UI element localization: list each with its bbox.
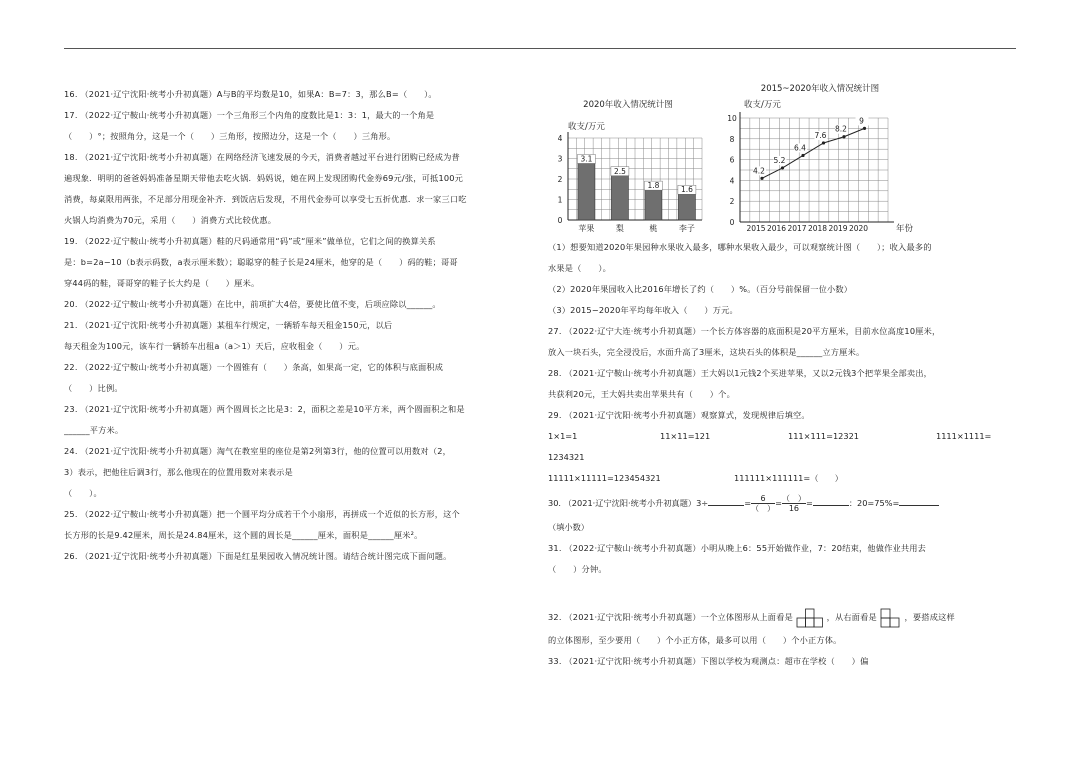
q28-line2: 共获利20元，王大妈共卖出苹果共有（ ）个。	[548, 389, 735, 399]
bar-y-tick: 1	[557, 195, 563, 205]
bar-value-label: 1.6	[680, 185, 693, 195]
line-x-tick: 2017	[787, 224, 807, 233]
line-y-tick: 2	[729, 197, 735, 207]
line-value-label: 8.2	[835, 124, 847, 134]
left-question-line: 22. （2022·辽宁鞍山·统考小升初真题）一个圆锥有（ ）条高，如果高一定，它的体积与底面积成	[64, 362, 444, 372]
line-value-label: 6.4	[794, 143, 806, 153]
line-value-label: 9	[859, 116, 864, 126]
q29-eq3: 111×111=12321	[788, 431, 860, 441]
q31-line1: 31. （2022·辽宁鞍山·统考小升初真题）小明从晚上6：55开始做作业，7：20结束，他做作业共用去	[548, 543, 927, 553]
left-question-line: ______平方米。	[64, 425, 124, 435]
bar-category-label: 桃	[649, 224, 658, 233]
q29-eq5: 11111×11111=123454321	[548, 473, 661, 483]
right-view-shape-icon	[880, 607, 902, 629]
line-data-point	[842, 135, 845, 138]
line-x-tick: 2016	[766, 224, 787, 233]
line-y-tick: 8	[729, 134, 735, 144]
q27-line1: 27. （2022·辽宁大连·统考小升初真题）一个长方体容器的底面积是20平方厘米，目前水位高度10厘米，	[548, 326, 941, 336]
line-data-point	[863, 127, 866, 130]
bar-chart-ylabel: 收支/万元	[568, 122, 605, 132]
bar-chart-svg	[548, 96, 708, 238]
line-chart	[722, 80, 918, 242]
q30-num1: 6	[760, 494, 766, 503]
q30-frac2	[782, 494, 806, 513]
q29-eq4: 1111×1111=	[936, 431, 992, 441]
bar-chart-title: 2020年收入情况统计图	[583, 100, 673, 110]
left-question-line: 26. （2021·辽宁沈阳·统考小升初真题）下面是红星果园收入情况统计图。请结合统计图完成下面问题。	[64, 551, 452, 561]
q26-part1-line1: （1）想要知道2020年果园种水果收入最多，哪种水果收入最少，可以观察统计图（ ）；收入最多的	[548, 242, 932, 252]
left-question-line: 17. （2022·辽宁鞍山·统考小升初真题）一个三角形三个内角的度数比是1：3：1，最大的一个角是	[64, 110, 435, 120]
bar-y-tick: 4	[557, 134, 563, 143]
q30-blank3[interactable]	[899, 505, 939, 506]
q31-line2: （ ）分钟。	[548, 564, 607, 574]
q33-line: 33. （2021·辽宁沈阳·统考小升初真题）下图以学校为观测点：超市在学校（ ）偏	[548, 656, 869, 666]
line-y-tick: 4	[729, 176, 735, 186]
q26-part1-line2: 水果是（ ）。	[548, 263, 612, 273]
left-question-line: （ ）比例。	[64, 383, 123, 393]
line-data-point	[781, 166, 784, 169]
bar-y-tick: 0	[557, 216, 563, 225]
q29-row1	[548, 426, 1018, 447]
bar	[611, 166, 628, 220]
line-x-tick: 2020	[848, 224, 869, 233]
right-column	[548, 237, 1018, 672]
q29-row2: 1234321	[548, 452, 585, 462]
left-question-line: 3）表示，把他往后调3行，那么他现在的位置用数对来表示是	[64, 467, 293, 477]
q30-blank2[interactable]	[813, 505, 849, 506]
q27-line2: 放入一块石头，完全浸没后，水面升高了3厘米，这块石头的体积是______立方厘米。	[548, 347, 865, 357]
left-question-line: 16. （2021·辽宁沈阳·统考小升初真题）A与B的平均数是10，如果A：B=7：3，那么B=（ ）。	[64, 89, 437, 99]
q29-row3	[548, 468, 1018, 489]
line-data-point	[760, 177, 763, 180]
q30-eq1: =	[744, 498, 752, 508]
left-question-line: 19. （2022·辽宁鞍山·统考小升初真题）鞋的尺码通常用“码”或“厘米”做单位，它们之间的换算关系	[64, 236, 436, 246]
left-question-line: 穿44码的鞋，哥哥穿的鞋子长大约是（ ）厘米。	[64, 278, 260, 288]
q26-part3: （3）2015−2020年平均每年收入（ ）万元。	[548, 305, 738, 315]
left-question-line: 是：b=2a−10（b表示码数，a表示厘米数）；聪聪穿的鞋子长是24厘米，他穿的是（ ）码的鞋；哥哥	[64, 257, 458, 267]
left-question-line: 消费，每桌限用两张，不足部分用现金补齐．到饭店后发现，不用代金券可以享受七五折优惠．求一家三口吃	[64, 194, 467, 204]
left-question-line: （ ）。	[64, 488, 102, 498]
bar-y-tick: 3	[557, 154, 563, 164]
q32-post: ，要搭成这样	[904, 612, 955, 622]
q30-den2: 16	[782, 503, 806, 513]
q32-mid: ，从右面看是	[826, 612, 877, 622]
q29-line: 29. （2021·辽宁沈阳·统考小升初真题）观察算式，发现规律后填空。	[548, 410, 810, 420]
line-y-tick: 10	[727, 114, 737, 123]
line-value-label: 7.6	[814, 130, 827, 140]
line-chart-xlabel: 年份	[896, 224, 914, 234]
bar-category-label: 梨	[615, 224, 624, 233]
left-question-line: 25. （2022·辽宁鞍山·统考小升初真题）把一个圆平均分成若干个小扇形，再拼成一个近似的长方形，这个	[64, 509, 460, 519]
left-question-line: 火锅人均消费为70元，采用（ ）消费方式比较优惠。	[64, 215, 277, 225]
left-question-line: 遍现象．明明的爸爸妈妈准备星期天带他去吃火锅．妈妈说，她在网上发现团购代金券69元/张，可抵100元	[64, 173, 464, 183]
line-value-label: 4.2	[753, 166, 765, 176]
header-rule	[64, 48, 1016, 49]
bar-chart	[548, 96, 708, 242]
spacer	[548, 580, 1018, 604]
line-data-point	[801, 154, 804, 157]
bar-y-tick: 2	[557, 175, 563, 184]
bar-value-label: 3.1	[580, 154, 593, 164]
line-x-tick: 2019	[828, 224, 848, 233]
q30-tail: ：20=75%=	[848, 498, 900, 508]
q30-blank1[interactable]	[708, 505, 744, 506]
q30-note: （填小数）	[548, 522, 589, 532]
income-series-line	[762, 128, 865, 178]
left-question-line: 21. （2021·辽宁沈阳·统考小升初真题）某租车行规定，一辆轿车每天租金150元，以后	[64, 320, 393, 330]
line-chart-svg	[722, 80, 918, 238]
q29-eq6: 111111×111111=（ ）	[734, 473, 843, 483]
q29-eq1: 1×1=1	[548, 431, 578, 441]
line-value-label: 5.2	[773, 155, 786, 165]
q30-den1: （ ）	[751, 504, 776, 513]
bar-value-label: 2.5	[613, 166, 626, 176]
line-chart-title: 2015~2020年收入情况统计图	[760, 84, 880, 94]
left-question-line: 24. （2021·辽宁沈阳·统考小升初真题）淘气在教室里的座位是第2列第3行，他的位置可以用数对（2，	[64, 446, 452, 456]
q30-frac1	[751, 494, 775, 513]
left-question-line: 18. （2021·辽宁沈阳·统考小升初真题）在网络经济飞速发展的今天，消费者越过平台进行团购已经成为普	[64, 152, 460, 162]
line-y-tick: 6	[729, 155, 735, 165]
line-x-tick: 2015	[746, 224, 766, 233]
q26-part2: （2）2020年果园收入比2016年增长了约（ ）%。（百分号前保留一位小数）	[548, 284, 853, 294]
q30-prefix: 30. （2021·辽宁沈阳·统考小升初真题）3÷	[548, 498, 709, 508]
bar	[578, 156, 595, 220]
bar-category-label: 李子	[678, 224, 695, 233]
q29-eq2: 11×11=121	[660, 431, 711, 441]
q30-line	[548, 489, 1018, 517]
q30-eq3: =	[805, 498, 813, 508]
line-x-tick: 2018	[807, 224, 828, 233]
left-question-line: 20. （2022·辽宁鞍山·统考小升初真题）在比中，前项扩大4倍，要使比值不变，后项应除以______。	[64, 299, 441, 309]
bar-value-label: 1.8	[647, 181, 660, 191]
line-data-point	[822, 141, 825, 144]
left-question-line: 长方形的长是9.42厘米，周长是24.84厘米，这个圆的周长是______厘米，面积是______厘米²。	[64, 530, 423, 540]
q30-num2: （ ）	[781, 494, 806, 503]
left-column	[64, 84, 534, 567]
q30-eq2: =	[775, 498, 782, 508]
line-chart-ylabel: 收支/万元	[744, 100, 781, 110]
q28-line1: 28. （2021·辽宁鞍山·统考小升初真题）王大妈以1元钱2个买进苹果，又以2元钱3个把苹果全部卖出，	[548, 368, 933, 378]
bar-category-label: 苹果	[578, 224, 595, 233]
left-question-line: 23. （2021·辽宁沈阳·统考小升初真题）两个圆周长之比是3：2，面积之差是10平方米，两个圆面积之和是	[64, 404, 465, 414]
left-question-line: 每天租金为100元，该车行一辆轿车出租a（a＞1）天后，应收租金（ ）元。	[64, 341, 365, 351]
q32-pre: 32. （2021·辽宁沈阳·统考小升初真题）一个立体图形从上面看是	[548, 612, 793, 622]
top-view-shape-icon	[796, 607, 824, 629]
left-question-line: （ ）°；按照角分，这是一个（ ）三角形，按照边分，这是一个（ ）三角形。	[64, 131, 396, 141]
q32-line1	[548, 604, 1018, 630]
q32-line2: 的立体图形，至少要用（ ）个小正方体，最多可以用（ ）个小正方体。	[548, 635, 842, 645]
line-y-tick: 0	[729, 218, 735, 227]
